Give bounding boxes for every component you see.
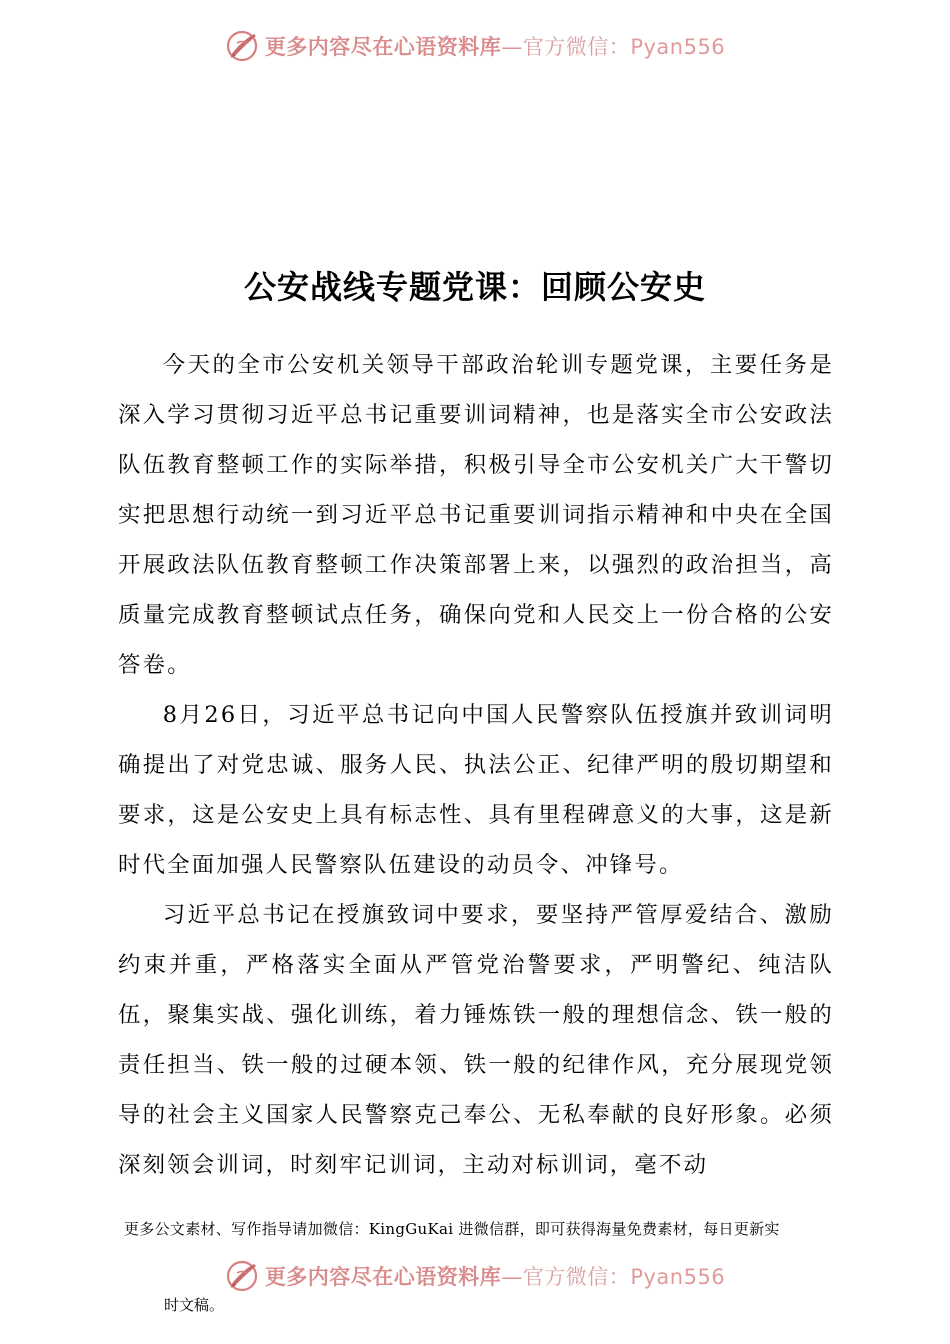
banner-wechat-label: 官方微信：: [522, 1265, 631, 1289]
body-paragraph: 今天的全市公安机关领导干部政治轮训专题党课，主要任务是深入学习贯彻习近平总书记重要训词精神，也是落实全市公安政法队伍教育整顿工作的实际举措，积极引导全市公安机关广大干警切实把思想行动统一到习近平总书记重要训词指示精神和中央在全国开展政法队伍教育整顿工作决策部署上来，以强烈的政治担当，高质量完成教育整顿试点任务，确保向党和人民交上一份合格的公安答卷。: [118, 352, 834, 678]
banner-site-name: 更多内容尽在心语资料库: [264, 1265, 502, 1289]
banner-wechat-id: Pyan556: [630, 35, 726, 59]
banner-dash: —: [501, 1265, 523, 1289]
footer-banner: [0, 1256, 950, 1296]
banner-wechat-id: Pyan556: [630, 1265, 726, 1289]
document-body: [118, 340, 834, 1190]
banner-wechat-label: 官方微信：: [522, 35, 631, 59]
footer-note-tail: 时文稿。: [164, 1296, 225, 1314]
footer-note: 更多公文素材、写作指导请加微信：KingGuKai 进微信群，即可获得海量免费素材，每日更新实: [124, 1220, 780, 1238]
pen-circle-logo-icon: [225, 1259, 259, 1293]
banner-site-name: 更多内容尽在心语资料库: [264, 35, 502, 59]
header-banner-text: [265, 31, 725, 61]
footer-banner-text: [265, 1261, 725, 1291]
banner-dash: —: [501, 35, 523, 59]
body-paragraph: 习近平总书记在授旗致词中要求，要坚持严管厚爱结合、激励约束并重，严格落实全面从严管党治警要求，严明警纪、纯洁队伍，聚集实战、强化训练，着力锤炼铁一般的理想信念、铁一般的责任担当、铁一般的过硬本领、铁一般的纪律作风，充分展现党领导的社会主义国家人民警察克己奉公、无私奉献的良好形象。必须深刻领会训词，时刻牢记训词，主动对标训词，毫不动: [118, 902, 834, 1178]
header-banner: [0, 26, 950, 66]
pen-circle-logo-icon: [225, 29, 259, 63]
document-title: 公安战线专题党课：回顾公安史: [243, 268, 706, 306]
body-paragraph: 8月26日，习近平总书记向中国人民警察队伍授旗并致训词明确提出了对党忠诚、服务人民、执法公正、纪律严明的殷切期望和要求，这是公安史上具有标志性、具有里程碑意义的大事，这是新时代全面加强人民警察队伍建设的动员令、冲锋号。: [118, 702, 834, 878]
